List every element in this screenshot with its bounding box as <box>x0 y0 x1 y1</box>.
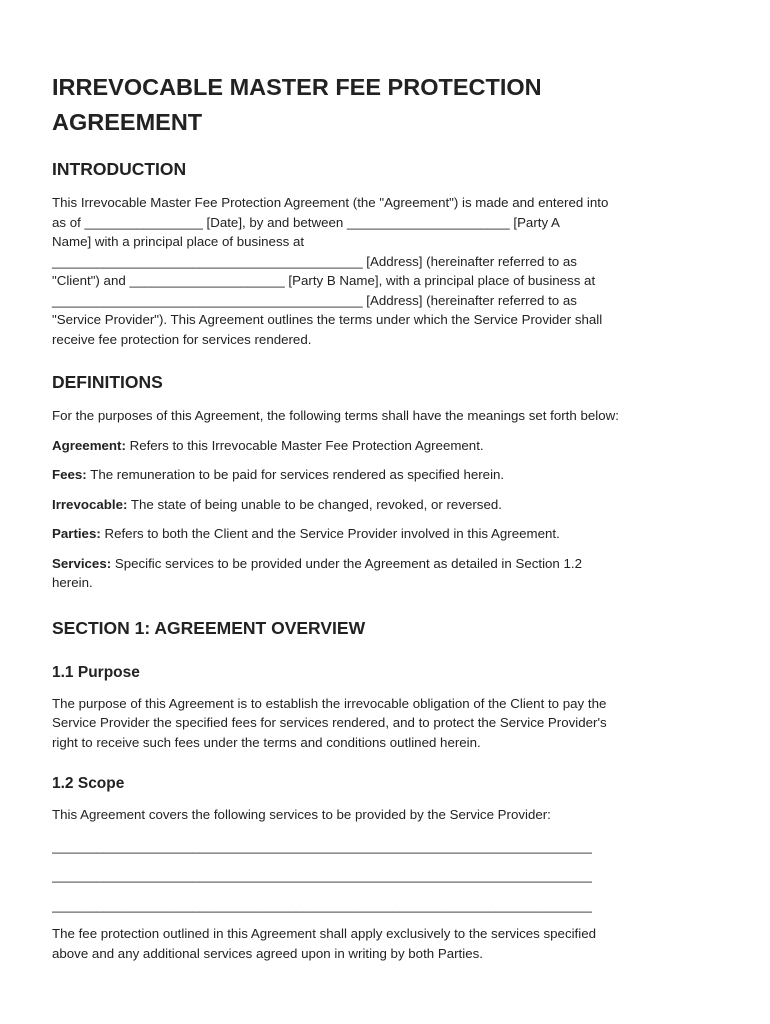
scope-closing-paragraph <box>52 924 720 963</box>
introduction-heading: INTRODUCTION <box>52 159 187 179</box>
definitions-intro: For the purposes of this Agreement, the following terms shall have the meanings set forth below: <box>52 408 619 423</box>
service-blank-line[interactable]: _________________________________________________________________________ <box>52 838 592 854</box>
title-line-2: AGREEMENT <box>52 109 203 135</box>
intro-line: __________________________________________ [Address] (hereinafter referred to as <box>52 292 577 308</box>
definition-text: Specific services to be provided under the Agreement as detailed in Section 1.2 <box>111 555 583 571</box>
definitions-heading: DEFINITIONS <box>52 372 163 392</box>
definition-item <box>52 554 720 593</box>
document-page <box>52 70 720 963</box>
scope-closing-line: above and any additional services agreed upon in writing by both Parties. <box>52 945 483 961</box>
purpose-line: right to receive such fees under the terms and conditions outlined herein. <box>52 734 481 750</box>
intro-line: "Service Provider"). This Agreement outlines the terms under which the Service Provider shall <box>52 312 603 327</box>
intro-line: as of ________________ [Date], by and between ______________________ [Party A <box>52 214 560 230</box>
definition-term: Fees: <box>52 467 87 482</box>
service-blank-line[interactable]: _________________________________________________________________________ <box>52 897 592 913</box>
intro-line: __________________________________________ [Address] (hereinafter referred to as <box>52 253 577 269</box>
definition-item <box>52 436 720 456</box>
definition-item <box>52 524 720 544</box>
intro-line: Name] with a principal place of business at <box>52 234 305 249</box>
intro-line: receive fee protection for services rendered. <box>52 331 312 347</box>
definition-text: Refers to this Irrevocable Master Fee Protection Agreement. <box>125 437 484 453</box>
purpose-line: The purpose of this Agreement is to establish the irrevocable obligation of the Client to pay the <box>52 695 607 711</box>
title-line-1: IRREVOCABLE MASTER FEE PROTECTION <box>52 74 542 100</box>
intro-line: "Client") and _____________________ [Party B Name], with a principal place of business at <box>52 273 596 288</box>
definition-term: Services: <box>52 555 112 571</box>
definition-text: The state of being unable to be changed, revoked, or reversed. <box>127 496 502 512</box>
definition-term: Agreement: <box>52 437 126 453</box>
scope-intro: This Agreement covers the following services to be provided by the Service Provider: <box>52 807 551 822</box>
introduction-paragraph <box>52 193 720 349</box>
definition-text: The remuneration to be paid for services rendered as specified herein. <box>86 467 505 482</box>
purpose-paragraph <box>52 694 720 753</box>
definition-term: Parties: <box>52 526 101 541</box>
section-1-heading: SECTION 1: AGREEMENT OVERVIEW <box>52 617 366 638</box>
definition-item <box>52 495 720 515</box>
definition-text: Refers to both the Client and the Service Provider involved in this Agreement. <box>100 526 560 541</box>
document-title <box>52 70 720 140</box>
intro-line: This Irrevocable Master Fee Protection Agreement (the "Agreement") is made and entered into <box>52 195 609 210</box>
scope-closing-line: The fee protection outlined in this Agreement shall apply exclusively to the services specified <box>52 926 596 941</box>
purpose-heading: 1.1 Purpose <box>52 663 140 681</box>
definition-text-continued: herein. <box>52 575 93 590</box>
definition-item <box>52 465 720 485</box>
scope-heading: 1.2 Scope <box>52 775 125 792</box>
purpose-line: Service Provider the specified fees for services rendered, and to protect the Service Provider's <box>52 715 607 730</box>
service-blank-line[interactable]: _________________________________________________________________________ <box>52 868 592 883</box>
definition-term: Irrevocable: <box>52 496 128 512</box>
